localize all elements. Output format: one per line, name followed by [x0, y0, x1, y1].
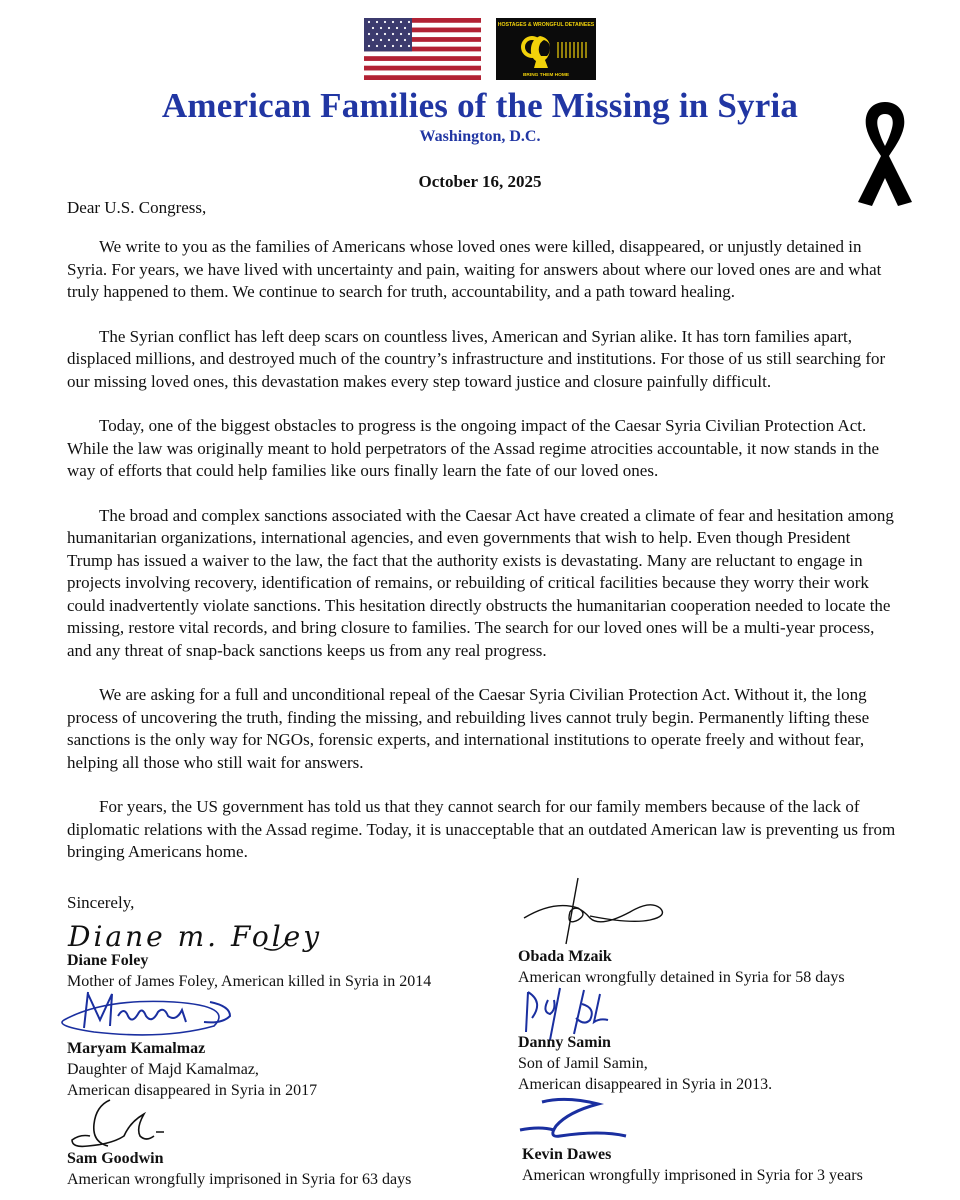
signatory-sam-goodwin	[67, 1148, 411, 1190]
hostages-flag-emblem	[496, 18, 596, 80]
signatory-name: Sam Goodwin	[67, 1150, 164, 1167]
signatory-name: Diane Foley	[67, 952, 149, 969]
signatory-name: Danny Samin	[518, 1034, 611, 1051]
flag-bottom-text: BRING THEM HOME	[522, 73, 570, 78]
paragraph: For years, the US government has told us that they cannot search for our family members because of the lack of diplomatic relations with the Assad regime. Today, it is unacceptable that an outdated American law is preventing us from bringing Americans home.	[67, 797, 896, 861]
signatory-description: Son of Jamil Samin,	[518, 1055, 648, 1072]
signatory-obada-mzaik	[518, 946, 845, 988]
signature-maryam-kamalmaz	[60, 988, 250, 1040]
paragraph: The broad and complex sanctions associated with the Caesar Act have created a climate of fear and hesitation among humanitarian organizations, international agencies, and even governments that wish to help. Even though President Trump has issued a waiver to the law, the fact that the authority exists is devastating. Many are reluctant to engage in projects involving recovery, identification of remains, or rebuilding of critical facilities because they worry their work could inadvertently violate sanctions. This hesitation directly obstructs the humanitarian cooperation needed to locate the missing, restore vital records, and bring closure to families. The search for our loved ones will be a multi-year process, and any threat of snap-back sanctions keeps us from any real progress.	[67, 505, 894, 660]
svg-text:Diane m. Foley: Diane m. Foley	[68, 920, 323, 953]
signatory-description: American disappeared in Syria in 2013.	[518, 1076, 773, 1093]
signature-kevin-dawes	[512, 1096, 652, 1148]
hostages-flag-icon	[496, 18, 596, 80]
closing: Sincerely,	[67, 893, 135, 912]
signatory-name: Obada Mzaik	[518, 948, 612, 965]
signatory-description: American disappeared in Syria in 2017	[67, 1082, 318, 1099]
organization-location: Washington, D.C.	[419, 128, 541, 145]
signatory-description: Daughter of Majd Kamalmaz,	[67, 1061, 259, 1078]
us-flag-icon	[364, 18, 481, 80]
signatory-name: Kevin Dawes	[522, 1146, 612, 1163]
signatory-danny-samin	[518, 1032, 772, 1095]
signatory-description: Mother of James Foley, American killed in Syria in 2014	[67, 973, 432, 990]
signature-sam-goodwin	[66, 1096, 176, 1152]
signatory-name: Maryam Kamalmaz	[67, 1040, 206, 1057]
signatory-diane-foley	[67, 950, 431, 992]
signatory-kevin-dawes	[522, 1144, 863, 1186]
organization-title: American Families of the Missing in Syria	[161, 86, 799, 125]
signatory-description: American wrongfully imprisoned in Syria for 63 days	[67, 1171, 412, 1188]
flag-top-text: HOSTAGES & WRONGFUL DETAINEES	[497, 22, 595, 28]
signatory-maryam-kamalmaz	[67, 1038, 317, 1101]
salutation: Dear U.S. Congress,	[67, 198, 207, 217]
paragraph: We write to you as the families of Americans whose loved ones were killed, disappeared, or unjustly detained in Syria. For years, we have lived with uncertainty and pain, waiting for answers about where our loved ones are and what truly happened to them. We continue to search for truth, accountability, and a path toward healing.	[67, 237, 882, 301]
paragraph: The Syrian conflict has left deep scars on countless lives, American and Syrian alike. It has torn families apart, displaced millions, and destroyed much of the country’s infrastructure and institutions. For those of us still searching for our missing loved ones, this devastation makes every step toward justice and closure painfully difficult.	[67, 326, 886, 391]
signature-obada-mzaik	[518, 874, 688, 954]
letter-date: October 16, 2025	[418, 172, 542, 191]
paragraph: Today, one of the biggest obstacles to progress is the ongoing impact of the Caesar Syria Civilian Protection Act. While the law was originally meant to hold perpetrators of the Assad regime atrocities accountable, it now stands in the way of efforts that could help families like ours finally learn the fate of our loved ones.	[67, 416, 879, 480]
letter-body	[67, 236, 897, 886]
signatory-description: American wrongfully detained in Syria for 58 days	[518, 969, 845, 986]
paragraph: We are asking for a full and unconditional repeal of the Caesar Syria Civilian Protection Act. Without it, the long process of uncovering the truth, finding the missing, and rebuilding lives cannot truly begin. Permanently lifting these sanctions is the only way for NGOs, forensic experts, and international institutions to operate freely and without fear, helping all those who still wait for answers.	[67, 685, 870, 772]
signatory-description: American wrongfully imprisoned in Syria for 3 years	[522, 1167, 863, 1184]
